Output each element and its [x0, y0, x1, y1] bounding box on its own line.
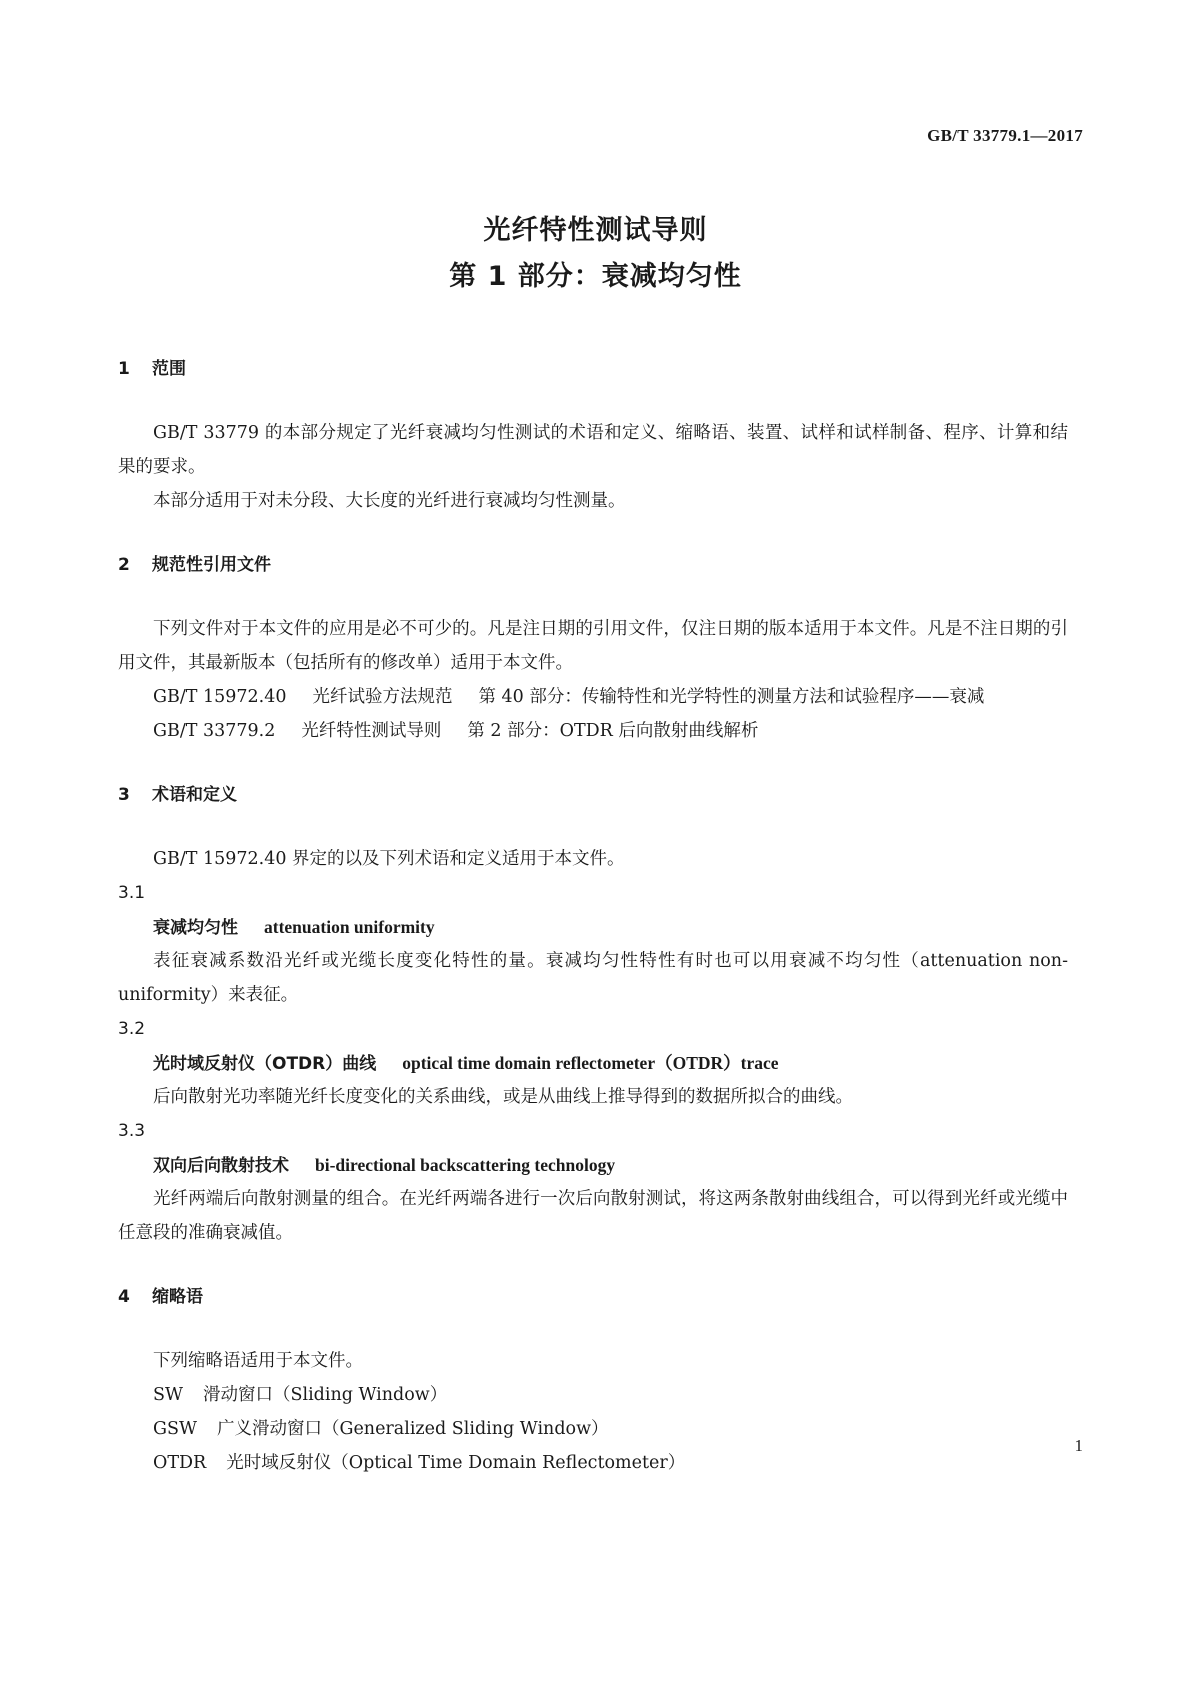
term-chinese: 双向后向散射技术	[153, 1156, 289, 1176]
term-english: bi-directional backscattering technology	[315, 1155, 616, 1175]
section-number: 1	[118, 359, 130, 379]
reference-title: 光纤特性测试导则	[301, 721, 442, 741]
section-title: 术语和定义	[152, 785, 237, 805]
clause-number: 3.2	[118, 1019, 146, 1039]
section-heading	[118, 1278, 1068, 1316]
section-heading	[118, 776, 1068, 814]
reference-entry	[118, 714, 1068, 748]
section-number: 3	[118, 785, 130, 805]
term-heading	[118, 1046, 1068, 1080]
section-number: 4	[118, 1287, 130, 1307]
term-definition: 后向散射光功率随光纤长度变化的关系曲线，或是从曲线上推导得到的数据所拟合的曲线。	[153, 1087, 853, 1107]
term-definition: 表征衰减系数沿光纤或光缆长度变化特性的量。衰减均匀性特性有时也可以用衰减不均匀性（attenuation non-uniformity）来表征。	[118, 951, 1068, 1005]
title-line-1: 光纤特性测试导则	[483, 215, 708, 246]
abbreviation-meaning: 滑动窗口（Sliding Window）	[202, 1385, 448, 1405]
reference-entry	[118, 680, 1068, 714]
term-chinese: 衰减均匀性	[153, 918, 238, 938]
section-title: 规范性引用文件	[152, 555, 271, 575]
clause-number: 3.3	[118, 1121, 146, 1141]
paragraph: 本部分适用于对未分段、大长度的光纤进行衰减均匀性测量。	[153, 491, 626, 511]
reference-part: 第 40 部分：传输特性和光学特性的测量方法和试验程序——衰减	[478, 687, 985, 707]
section-heading	[118, 350, 1068, 388]
term-heading	[118, 910, 1068, 944]
abbreviation-entry	[118, 1378, 1068, 1412]
abbreviation-meaning: 广义滑动窗口（Generalized Sliding Window）	[216, 1419, 609, 1439]
section-heading	[118, 546, 1068, 584]
abbreviation: OTDR	[153, 1453, 207, 1473]
section-number: 2	[118, 555, 130, 575]
section-title: 缩略语	[152, 1287, 203, 1307]
abbreviation: GSW	[153, 1419, 197, 1439]
term-chinese: 光时域反射仪（OTDR）曲线	[153, 1054, 377, 1074]
term-heading	[118, 1148, 1068, 1182]
paragraph: GB/T 33779 的本部分规定了光纤衰减均匀性测试的术语和定义、缩略语、装置、试样和试样制备、程序、计算和结果的要求。	[118, 423, 1068, 477]
paragraph: 下列文件对于本文件的应用是必不可少的。凡是注日期的引用文件，仅注日期的版本适用于本文件。凡是不注日期的引用文件，其最新版本（包括所有的修改单）适用于本文件。	[118, 619, 1068, 673]
paragraph: GB/T 15972.40 界定的以及下列术语和定义适用于本文件。	[153, 849, 625, 869]
reference-part: 第 2 部分：OTDR 后向散射曲线解析	[467, 721, 759, 741]
paragraph: 下列缩略语适用于本文件。	[153, 1351, 363, 1371]
section-title: 范围	[152, 359, 186, 379]
abbreviation-meaning: 光时域反射仪（Optical Time Domain Reflectometer）	[226, 1453, 686, 1473]
term-definition: 光纤两端后向散射测量的组合。在光纤两端各进行一次后向散射测试，将这两条散射曲线组合，可以得到光纤或光缆中任意段的准确衰减值。	[118, 1189, 1068, 1243]
section-abbreviations	[118, 1278, 1068, 1480]
section-normative-references	[118, 546, 1068, 748]
term-english: optical time domain reflectometer（OTDR）trace	[402, 1053, 779, 1073]
section-terms-definitions	[118, 776, 1068, 1250]
document-code: GB/T 33779.1—2017	[927, 126, 1083, 145]
page-number: 1	[1074, 1436, 1083, 1455]
title-line-2: 第 1 部分：衰减均匀性	[449, 261, 742, 292]
abbreviation-entry	[118, 1412, 1068, 1446]
section-scope	[118, 350, 1068, 518]
abbreviation-entry	[118, 1446, 1068, 1480]
document-title	[0, 208, 1191, 300]
term-english: attenuation uniformity	[264, 917, 435, 937]
reference-code: GB/T 33779.2	[153, 721, 276, 741]
reference-code: GB/T 15972.40	[153, 687, 287, 707]
reference-title: 光纤试验方法规范	[312, 687, 453, 707]
clause-number: 3.1	[118, 883, 146, 903]
abbreviation: SW	[153, 1385, 183, 1405]
document-body	[118, 350, 1068, 1480]
